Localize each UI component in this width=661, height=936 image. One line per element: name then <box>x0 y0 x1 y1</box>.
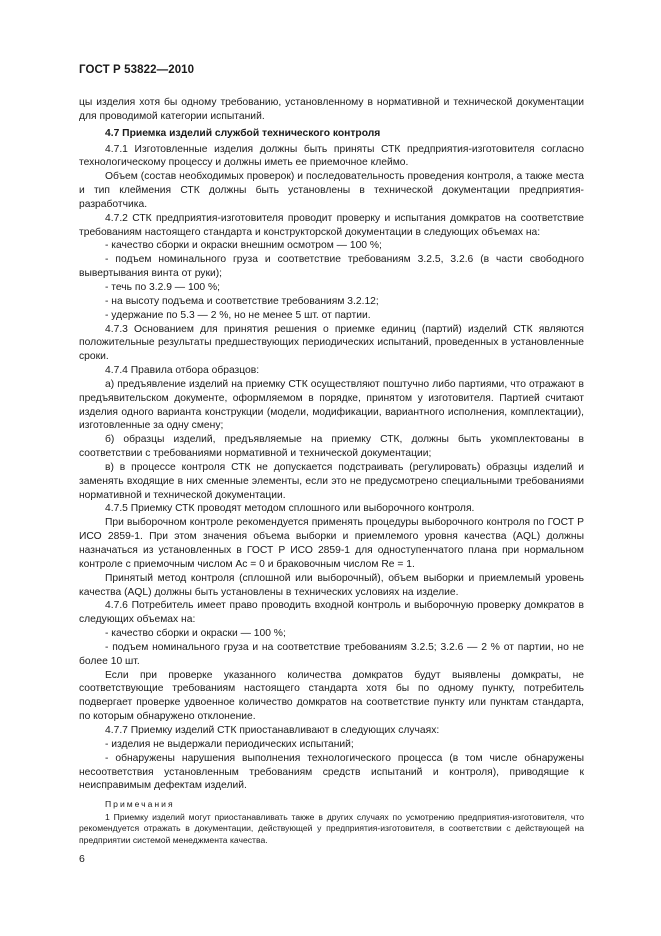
notes-block <box>79 799 584 846</box>
body-paragraph: 4.7.4 Правила отбора образцов: <box>105 365 260 377</box>
body-paragraph: При выборочном контроле рекомендуется применять процедуры выборочного контроля по ГОСТ Р ИСО 2859-1. При этом значения объема выборки и приемлемого уровня качества (AQL) должны назначаться из установленных в ГОСТ Р ИСО 2859-1 для одноступенчатого плана при нормальном контроле с приемочным числом Ac = 0 и браковочным числом Re = 1. <box>79 517 584 570</box>
body-paragraph-continued: цы изделия хотя бы одному требованию, установленному в нормативной и технической документации для проводимой категории испытаний. <box>79 97 584 122</box>
body-paragraph: 4.7.6 Потребитель имеет право проводить входной контроль и выборочную проверку домкратов в следующих объемах на: <box>79 600 584 626</box>
section-heading: 4.7 Приемка изделий службой технического контроля <box>105 127 381 139</box>
body-paragraph: - подъем номинального груза и соответствие требованиям 3.2.5, 3.2.6 (в части свободного вывертывания винта от руки); <box>79 254 584 280</box>
body-paragraph: - подъем номинального груза и на соответствие требованиям 3.2.5; 3.2.6 — 2 % от партии, но не более 10 шт. <box>79 641 584 667</box>
body-paragraph: в) в процессе контроля СТК не допускается подстраивать (регулировать) образцы изделий и заменять входящие в них сменные элементы, если это не предусмотрено специальными требованиями нормативной и технической документации. <box>79 461 584 501</box>
body-paragraph: б) образцы изделий, предъявляемые на приемку СТК, должны быть укомплектованы в соответствии с требованиями нормативной и технической документации; <box>79 434 584 460</box>
body-paragraph: - течь по 3.2.9 — 100 %; <box>105 281 221 293</box>
note-item: 1 Приемку изделий могут приостанавливать также в других случаях по усмотрению предприятия-изготовителя, что рекомендуется отражать в документации, действующей у предприятия-изготовителя, в соответствии с действующей на предприятии системой менеджмента качества. <box>79 811 584 845</box>
body-paragraph: Принятый метод контроля (сплошной или выборочный), объем выборки и приемлемый уровень качества (AQL) должны быть установлены в технических условиях на изделие. <box>79 572 584 598</box>
body-paragraph: - качество сборки и окраски внешним осмотром — 100 %; <box>105 240 382 252</box>
body-paragraph: Объем (состав необходимых проверок) и последовательность проведения контроля, а также места и тип клеймения СТК должны быть установлены в технической документации предприятия-разработчика. <box>79 171 584 210</box>
body-paragraph: - обнаружены нарушения выполнения технологического процесса (в том числе обнаружены несоответствия установленным требованиям средств испытаний и контроля), приводящие к неисправимым дефектам изделий. <box>79 752 584 792</box>
document-header: ГОСТ Р 53822—2010 <box>79 64 195 76</box>
body-paragraph: Если при проверке указанного количества домкратов будут выявлены домкраты, не соответствующие требованиям настоящего стандарта хотя бы по одному пункту, потребитель подвергает проверке удвоенное количество домкратов на соответствие пункту или пунктам стандарта, по которым обнаружено отклонение. <box>79 669 584 723</box>
body-paragraph: 4.7.2 СТК предприятия-изготовителя проводит проверку и испытания домкратов на соответствие требованиям настоящего стандарта и конструкторской документации в следующих объемах на: <box>79 212 584 238</box>
notes-title: Примечания <box>105 799 175 810</box>
body-paragraph: 4.7.7 Приемку изделий СТК приостанавливают в следующих случаях: <box>105 724 440 736</box>
page-number: 6 <box>79 853 85 865</box>
body-paragraph: а) предъявление изделий на приемку СТК осуществляют поштучно либо партиями, что отражают в предъявительском документе, оформляемом в порядке, принятом у изготовителя. Партией считают изделия одного варианта конструкции (модели, модификации, вариантного исполнения, комплектации), изготовленные за одну смену; <box>79 378 584 432</box>
body-paragraph: - удержание по 5.3 — 2 %, но не менее 5 шт. от партии. <box>105 309 371 321</box>
body-paragraph: - качество сборки и окраски — 100 %; <box>105 628 286 640</box>
body-paragraph: - изделия не выдержали периодических испытаний; <box>105 738 354 750</box>
body-paragraph: 4.7.5 Приемку СТК проводят методом сплошного или выборочного контроля. <box>105 503 475 515</box>
body-paragraph: - на высоту подъема и соответствие требованиям 3.2.12; <box>105 295 379 307</box>
body-paragraph: 4.7.1 Изготовленные изделия должны быть приняты СТК предприятия-изготовителя согласно технологическому процессу и должны иметь ее приемочное клеймо. <box>79 143 584 169</box>
document-body <box>79 96 584 846</box>
body-paragraph: 4.7.3 Основанием для принятия решения о приемке единиц (партий) изделий СТК являются положительные результаты предшествующих периодических испытаний, проведенных в установленные сроки. <box>79 323 584 363</box>
